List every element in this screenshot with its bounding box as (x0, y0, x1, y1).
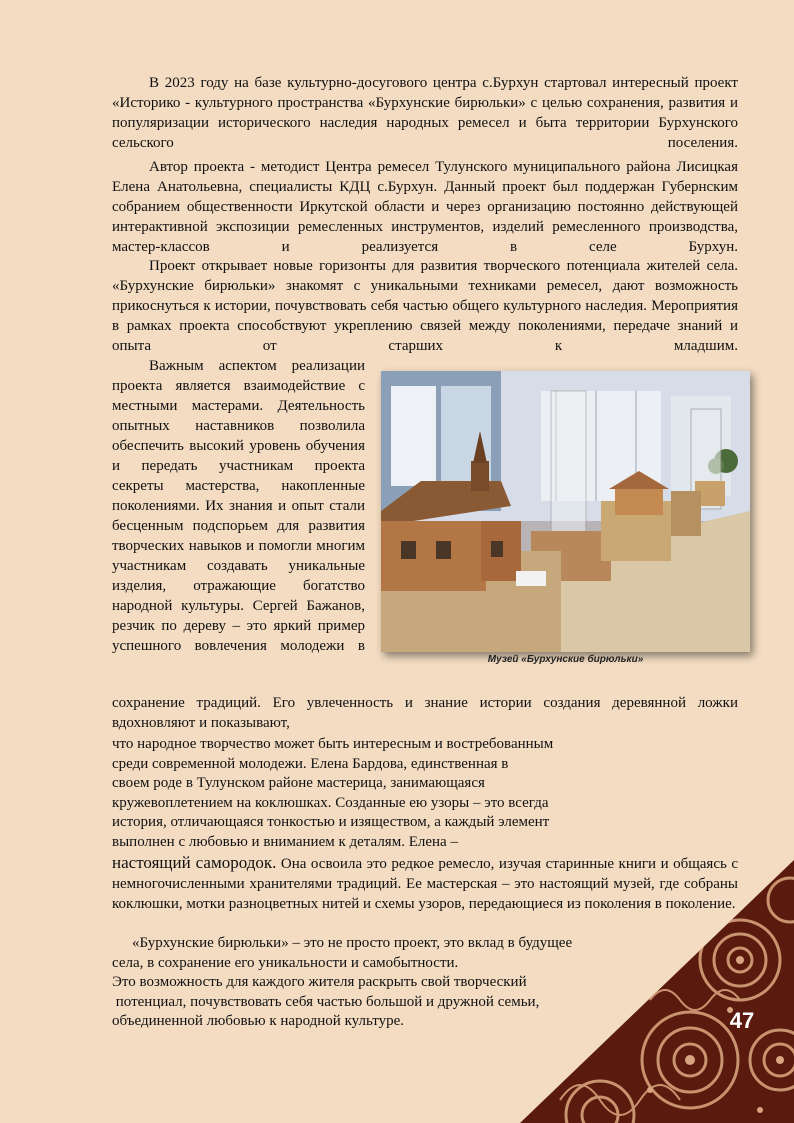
text-line: «Бурхунские бирюльки» – это не просто проект, это вклад в будущее (132, 935, 573, 951)
text-line: что народное творчество может быть интересным и востребованным (112, 736, 554, 752)
photo-caption: Музей «Бурхунские бирюльки» (487, 654, 644, 665)
paragraph-7 (112, 934, 632, 1032)
text-line: села, в сохранение его уникальности и самобытности. (112, 954, 459, 971)
text-line: история, отличающаяся тонкостью и изяществом, а каждый элемент (112, 814, 550, 830)
text-line: кружевоплетением на коклюшках. Созданные ею узоры – это всегда (112, 794, 549, 811)
paragraph-1: В 2023 году на базе культурно-досугового центра с.Бурхун стартовал интересный проект «Историко - культурного пространства «Бурхунские бирюльки» с целью сохранения, развития и популяризации исторического наследия народных ремесел и быта территории Бурхунского сельского поселения. (112, 75, 738, 151)
museum-photo (381, 371, 750, 652)
paragraph-4-column: Важным аспектом реализации проекта является взаимодействие с местными мастерами. Деятельность опытных наставников позволила обеспечить высокий уровень обучения и передать участникам проекта секреты мастерства, накопленные поколениями. Их знания и опыт стали бесценным подспорьем для развития творческих навыков и помогли многим участникам создавать уникальные изделия, отражающие богатство народной культуры. Сергей Бажанов, резчик по дереву – это яркий пример успешного вовлечения молодежи в (112, 358, 365, 654)
paragraph-4-continued: сохранение традиций. Его увлеченность и знание истории создания деревянной ложки вдохновляют и показывают, (112, 695, 738, 731)
highlight-phrase: настоящий самородок. (112, 853, 277, 872)
paragraph-6-text: Она освоила это редкое ремесло, изучая старинные книги и общаясь с немногочисленными хранителями традиций. Ее мастерская – это настоящий музей, где собраны коклюшки, мотки разноцветных нитей и схемы узоров, передающиеся из поколения в поколение. (112, 856, 738, 912)
text-line: потенциал, почувствовать себя частью большой и дружной семьи, (112, 993, 540, 1010)
text-line: Это возможность для каждого жителя раскрыть свой творческий (112, 974, 527, 990)
text-line: объединенной любовью к народной культуре. (112, 1013, 405, 1029)
paragraph-2: Автор проекта - методист Центра ремесел Тулунского муниципального района Лисицкая Елена Анатольевна, специалисты КДЦ с.Бурхун. Данный проект был поддержан Губернским собранием общественности Иркутской области и через организацию постоянно действующей интерактивной экспозиции ремесленных инструментов, изделий ремесленного производства, мастер-классов и реализуется в селе Бурхун. (112, 159, 738, 255)
text-line: выполнен с любовью и вниманием к деталям. Елена – (112, 833, 458, 850)
paragraph-5 (112, 735, 592, 852)
paragraph-3: Проект открывает новые горизонты для развития творческого потенциала жителей села. «Бурхунские бирюльки» знакомят с уникальными техниками ремесел, дают возможность прикоснуться к истории, почувствовать себя частью общего культурного наследия. Мероприятия в рамках проекта способствуют укреплению связей между поколениями, передаче знаний и опыта от старших к младшим. (112, 258, 738, 354)
paragraph-6 (112, 853, 738, 914)
page-number: 47 (729, 1008, 755, 1033)
text-line: среди современной молодежи. Елена Бардова, единственная в (112, 755, 509, 772)
text-line: своем роде в Тулунском районе мастерица, занимающаяся (112, 775, 485, 791)
